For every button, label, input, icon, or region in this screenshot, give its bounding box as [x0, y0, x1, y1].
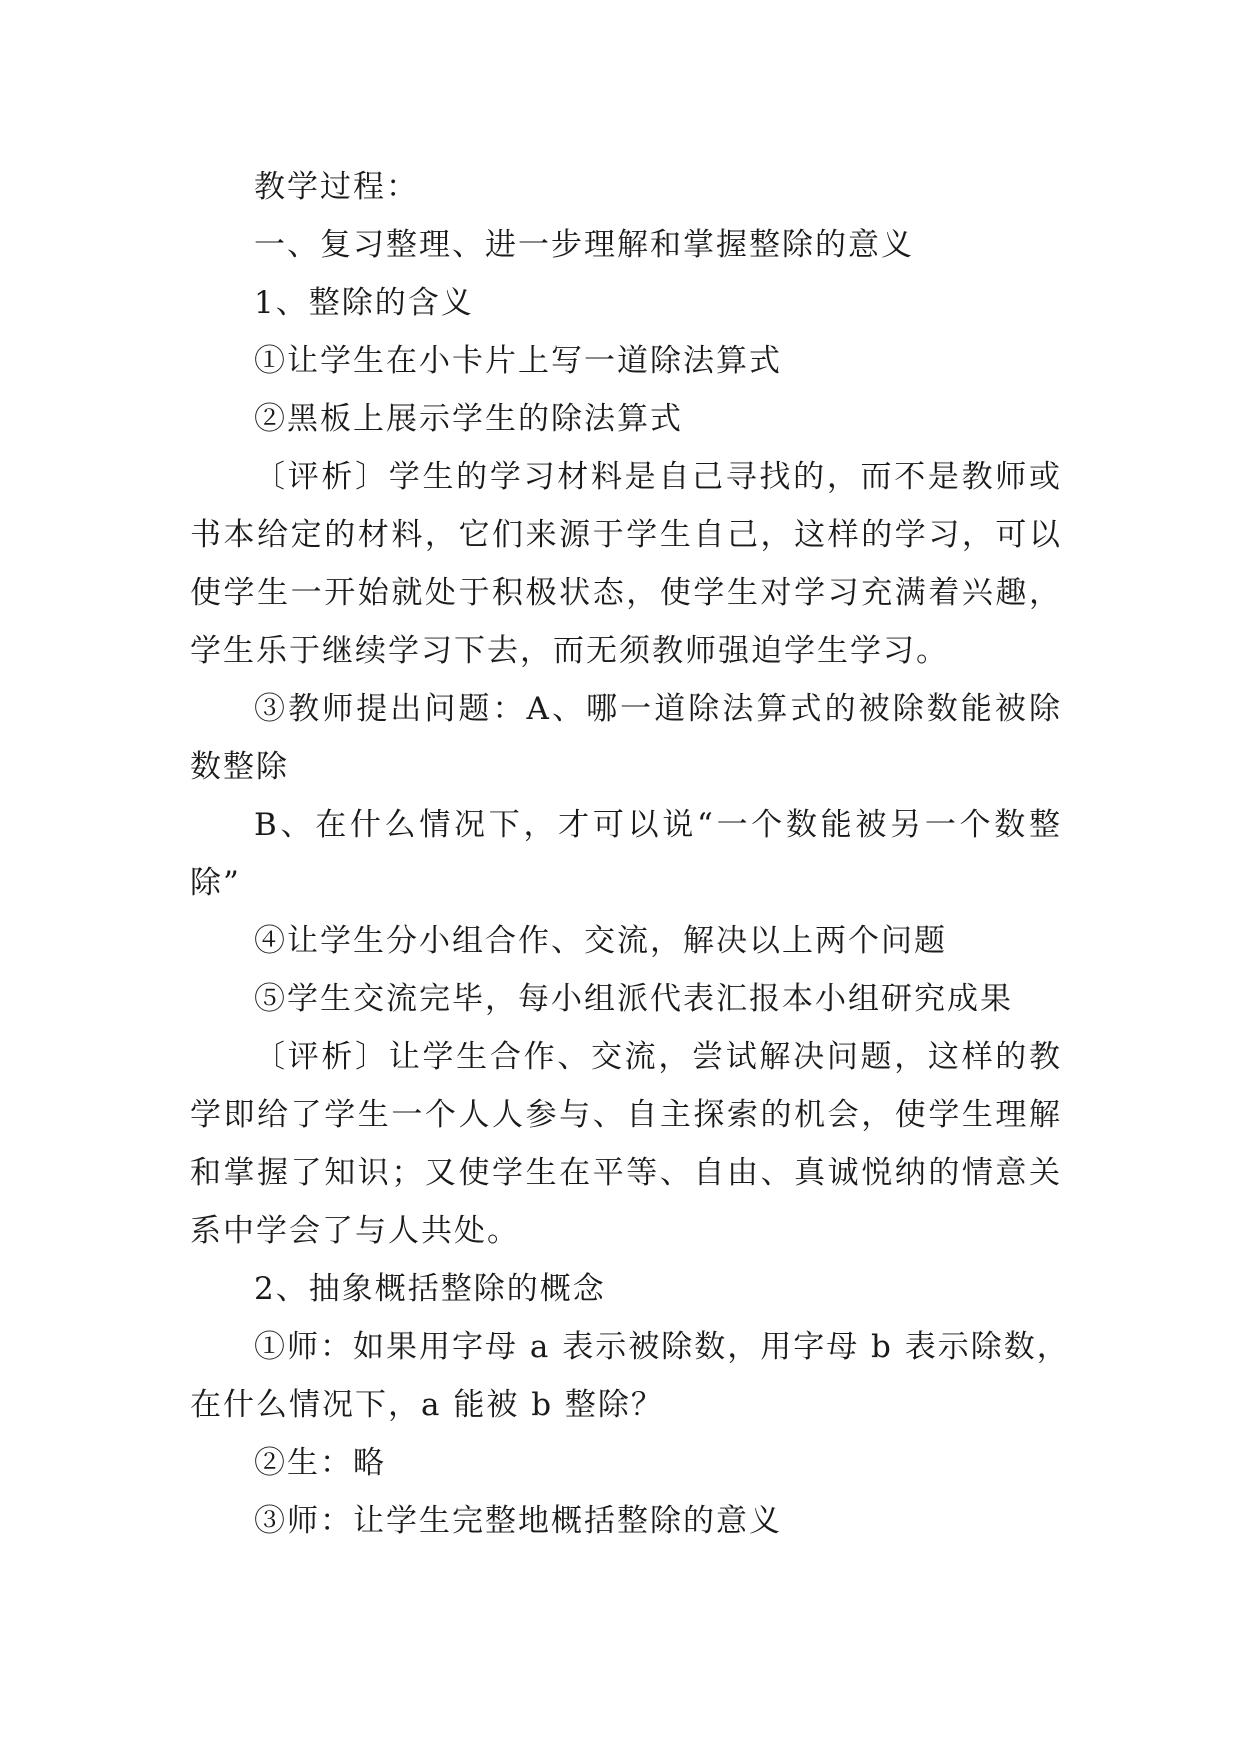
- list-item-continuation: 除”: [190, 865, 241, 901]
- list-item: ⑤学生交流完毕，每小组派代表汇报本小组研究成果: [254, 981, 1013, 1017]
- commentary-line: 书本给定的材料，它们来源于学生自己，这样的学习，可以: [190, 517, 1062, 553]
- document-body: [190, 158, 1070, 1550]
- list-item: ①师：如果用字母 a 表示被除数，用字母 b 表示除数，: [254, 1329, 1070, 1365]
- list-item: ③师：让学生完整地概括整除的意义: [254, 1503, 782, 1539]
- commentary-line: 学生乐于继续学习下去，而无须教师强迫学生学习。: [190, 633, 949, 669]
- commentary-line: 系中学会了与人共处。: [190, 1213, 520, 1249]
- list-item: ②黑板上展示学生的除法算式: [254, 401, 683, 437]
- list-item-continuation: 在什么情况下，a 能被 b 整除？: [190, 1387, 664, 1423]
- list-item: ①让学生在小卡片上写一道除法算式: [254, 343, 782, 379]
- list-item: ③教师提出问题：A、哪一道除法算式的被除数能被除: [254, 691, 1062, 727]
- section-heading-teaching-process: 教学过程：: [254, 169, 419, 205]
- commentary-line: 〔评析〕让学生合作、交流，尝试解决问题，这样的教: [254, 1039, 1062, 1075]
- commentary-line: 学即给了学生一个人人参与、自主探索的机会，使学生理解: [190, 1097, 1062, 1133]
- list-item: ④让学生分小组合作、交流，解决以上两个问题: [254, 923, 947, 959]
- commentary-line: 和掌握了知识；又使学生在平等、自由、真诚悦纳的情意关: [190, 1155, 1062, 1191]
- section-heading-review: 一、复习整理、进一步理解和掌握整除的意义: [254, 227, 914, 263]
- list-item-continuation: 数整除: [190, 749, 289, 785]
- subheading-meaning: 1、整除的含义: [254, 285, 474, 321]
- list-item: B、在什么情况下，才可以说“一个数能被另一个数整: [254, 807, 1062, 843]
- list-item: ②生：略: [254, 1445, 386, 1481]
- subheading-concept: 2、抽象概括整除的概念: [254, 1271, 606, 1307]
- commentary-line: 使学生一开始就处于积极状态，使学生对学习充满着兴趣，: [190, 575, 1062, 611]
- commentary-line: 〔评析〕学生的学习材料是自己寻找的，而不是教师或: [254, 459, 1062, 495]
